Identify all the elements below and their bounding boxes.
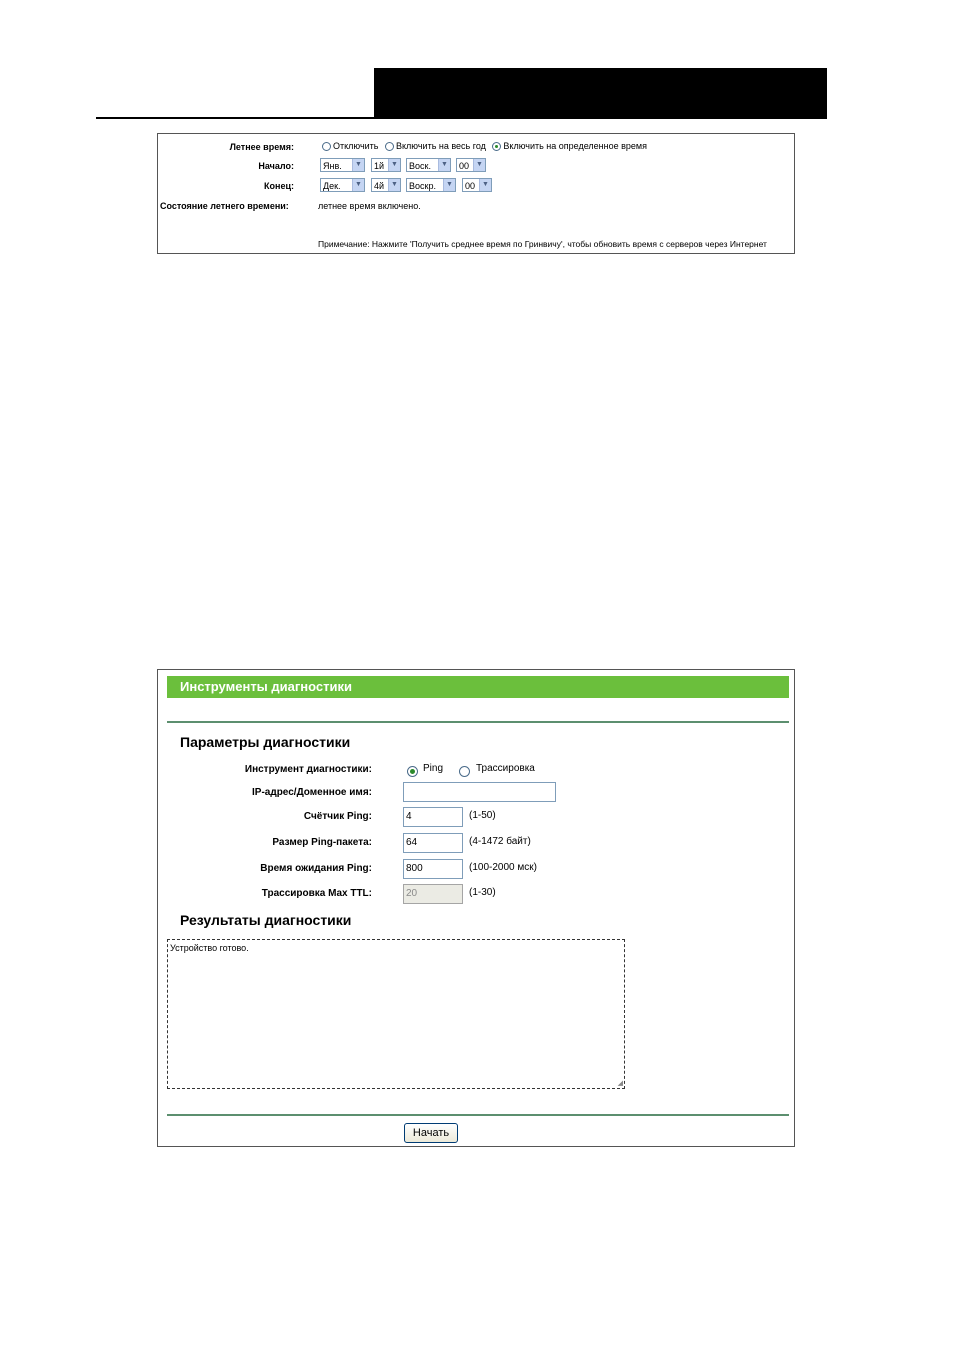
daylight-label: Летнее время: [229, 142, 294, 152]
trace-ttl-hint: (1-30) [469, 887, 496, 898]
ping-count-hint: (1-50) [469, 810, 496, 821]
daylight-options [322, 141, 647, 151]
ping-timeout-hint: (100-2000 мск) [469, 862, 537, 873]
divider-bottom [167, 1114, 789, 1116]
end-hour-select[interactable]: 00 ▼ [462, 178, 492, 192]
dst-status-label: Состояние летнего времени: [160, 201, 289, 211]
header-rule [96, 117, 824, 119]
trace-ttl-label: Трассировка Max TTL: [261, 888, 372, 899]
chevron-down-icon: ▼ [438, 159, 450, 171]
radio-ping[interactable] [407, 766, 418, 777]
panel-title: Инструменты диагностики [167, 676, 789, 698]
end-week-select[interactable]: 4й ▼ [371, 178, 401, 192]
diagnostic-panel [157, 669, 795, 1147]
header-edge [824, 68, 827, 119]
chevron-down-icon: ▼ [352, 159, 364, 171]
end-label: Конец: [264, 181, 294, 191]
chevron-down-icon: ▼ [479, 179, 491, 191]
results-textarea[interactable] [167, 939, 625, 1089]
chevron-down-icon: ▼ [388, 159, 400, 171]
ping-size-input[interactable]: 64 [403, 833, 463, 853]
dst-option-disable[interactable]: Отключить [322, 141, 379, 151]
start-day-select[interactable]: Воск. ▼ [406, 158, 451, 172]
params-section-title: Параметры диагностики [180, 734, 351, 750]
results-text: Устройство готово. [170, 943, 249, 953]
ping-size-label: Размер Ping-пакета: [272, 837, 372, 848]
trace-ttl-input: 20 [403, 884, 463, 904]
divider-top [167, 721, 789, 723]
ping-count-input[interactable]: 4 [403, 807, 463, 827]
ping-option-label: Ping [423, 763, 444, 774]
start-week-select[interactable]: 1й ▼ [371, 158, 401, 172]
dst-status-value: летнее время включено. [318, 201, 421, 211]
header-bar [374, 68, 824, 117]
ping-timeout-input[interactable]: 800 [403, 859, 463, 879]
start-label: Начало: [258, 161, 294, 171]
radio-icon[interactable] [385, 142, 394, 151]
start-button[interactable]: Начать [404, 1123, 458, 1143]
dst-option-period[interactable]: Включить на определенное время [492, 141, 647, 151]
dst-note: Примечание: Нажмите 'Получить среднее время по Гринвичу', чтобы обновить время с серверов через Интернет [318, 239, 767, 249]
dst-option-all-year[interactable]: Включить на весь год [385, 141, 486, 151]
ping-size-hint: (4-1472 байт) [469, 836, 531, 847]
radio-selected-icon[interactable] [492, 142, 501, 151]
results-section-title: Результаты диагностики [180, 912, 352, 928]
ping-timeout-label: Время ожидания Ping: [260, 863, 372, 874]
ip-label: IP-адрес/Доменное имя: [252, 787, 372, 798]
chevron-down-icon: ▼ [388, 179, 400, 191]
start-hour-select[interactable]: 00 ▼ [456, 158, 486, 172]
chevron-down-icon: ▼ [443, 179, 455, 191]
end-day-select[interactable]: Воскр. ▼ [406, 178, 456, 192]
traceroute-option-label: Трассировка [476, 763, 535, 774]
end-month-select[interactable]: Дек. ▼ [320, 178, 365, 192]
resize-grip-icon[interactable]: ◢ [617, 1080, 623, 1087]
chevron-down-icon: ▼ [352, 179, 364, 191]
radio-traceroute[interactable] [459, 766, 470, 777]
ping-count-label: Счётчик Ping: [303, 811, 372, 822]
radio-icon[interactable] [322, 142, 331, 151]
chevron-down-icon: ▼ [473, 159, 485, 171]
ip-domain-input[interactable] [403, 782, 556, 802]
daylight-saving-panel [157, 133, 795, 254]
tool-label: Инструмент диагностики: [244, 764, 372, 775]
start-month-select[interactable]: Янв. ▼ [320, 158, 365, 172]
